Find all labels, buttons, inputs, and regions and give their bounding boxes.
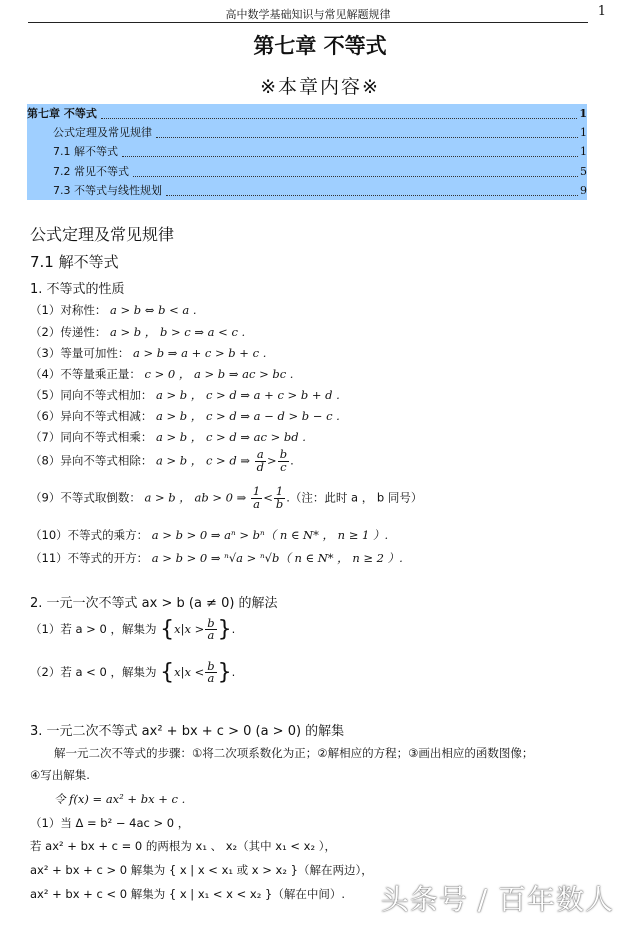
item-math: a > b ⇒ a + c > b + c . bbox=[132, 346, 267, 360]
numerator: a bbox=[256, 447, 264, 461]
toc-item-page: 5 bbox=[580, 164, 587, 178]
toc-item-7-2[interactable] bbox=[27, 162, 587, 181]
item-label: （2）传递性： bbox=[30, 325, 107, 339]
steps-line-1: 解一元二次不等式的步骤：①将二次项系数化为正；②解相应的方程；③画出相应的函数图像； bbox=[54, 746, 534, 760]
discriminant-case: （1）当 Δ = b² − 4ac > 0 ， bbox=[30, 816, 190, 830]
toc-item-label: 第七章 不等式 bbox=[27, 104, 99, 123]
chapter-title: 第七章 不等式 bbox=[253, 34, 387, 58]
set-relation: x < bbox=[184, 665, 205, 679]
property-item bbox=[30, 324, 245, 340]
let-line: 令 f(x) = ax² + bx + c . bbox=[54, 792, 186, 806]
item-math: a > b ， b > c ⇒ a < c . bbox=[109, 325, 246, 339]
operator: < bbox=[263, 490, 273, 505]
case-label: （2）若 a < 0 ，解集为 bbox=[30, 665, 157, 679]
toc-leader bbox=[133, 166, 578, 177]
denominator: c bbox=[280, 459, 287, 474]
case-tail: . bbox=[231, 665, 236, 679]
denominator: a bbox=[207, 628, 215, 642]
left-brace-icon: { bbox=[160, 617, 175, 642]
toc-item-label: 7.3 不等式与线性规划 bbox=[53, 181, 164, 200]
numerator: 1 bbox=[252, 484, 261, 498]
toc-item-label: 7.1 解不等式 bbox=[53, 142, 120, 161]
fraction bbox=[278, 449, 289, 473]
property-item-10 bbox=[30, 527, 388, 543]
sub-heading: 7.1 解不等式 bbox=[30, 253, 119, 271]
item-math: a > b ⇔ b < a . bbox=[109, 303, 197, 317]
toc-item-label: 公式定理及常见规律 bbox=[53, 123, 154, 142]
fraction bbox=[255, 449, 266, 473]
item-label: （9）不等式取倒数： bbox=[30, 490, 141, 505]
page-number: 1 bbox=[597, 4, 606, 19]
numerator: b bbox=[279, 447, 288, 461]
right-brace-icon: } bbox=[217, 617, 232, 642]
denominator: a bbox=[253, 496, 260, 511]
item-tail: . bbox=[290, 453, 294, 468]
item-math: a > b > 0 ⇒ ⁿ√a > ⁿ√b（ n ∈ N* ， n ≥ 2 ）. bbox=[151, 551, 403, 565]
toc-leader bbox=[122, 146, 578, 157]
item-math: a > b > 0 ⇒ aⁿ > bⁿ（ n ∈ N* ， n ≥ 1 ）. bbox=[151, 528, 389, 542]
property-item bbox=[30, 366, 293, 382]
item-math: a > b ， c > d ⇒ ac > bd . bbox=[155, 430, 306, 444]
item-math: a > b ， ab > 0 ⇒ bbox=[144, 490, 247, 505]
property-item bbox=[30, 345, 266, 361]
topic1-title: 1. 不等式的性质 bbox=[30, 282, 125, 297]
toc-leader bbox=[166, 185, 578, 196]
set-variable: x bbox=[174, 665, 181, 679]
denominator: b bbox=[275, 496, 284, 511]
item-math: a > b ， c > d ⇒ bbox=[155, 453, 251, 468]
left-brace-icon: { bbox=[160, 660, 175, 685]
item-label: （4）不等量乘正量： bbox=[30, 367, 141, 381]
item-label: （7）同向不等式相乘： bbox=[30, 430, 153, 444]
toc-leader bbox=[101, 108, 578, 119]
set-variable: x bbox=[174, 622, 181, 636]
item-math: a > b ， c > d ⇒ a + c > b + d . bbox=[155, 388, 340, 402]
item-label: （10）不等式的乘方： bbox=[30, 528, 149, 542]
numerator: b bbox=[207, 615, 215, 630]
fraction bbox=[274, 486, 285, 510]
topic2-title: 2. 一元一次不等式 ax > b (a ≠ 0) 的解法 bbox=[30, 596, 278, 611]
set-relation: x > bbox=[184, 622, 205, 636]
numerator: 1 bbox=[275, 484, 284, 498]
fraction bbox=[251, 486, 262, 510]
roots-line: 若 ax² + bx + c = 0 的两根为 x₁ 、 x₂（其中 x₁ < x₂ ）， bbox=[30, 839, 336, 853]
section-heading: 公式定理及常见规律 bbox=[30, 225, 175, 244]
steps-line-2: ④写出解集. bbox=[30, 768, 90, 782]
fraction bbox=[205, 615, 216, 642]
property-item bbox=[30, 302, 197, 318]
property-item bbox=[30, 429, 306, 445]
toc-item-page: 1 bbox=[580, 145, 587, 159]
toc-item-page: 9 bbox=[580, 183, 587, 197]
toc-item-7-1[interactable] bbox=[27, 142, 587, 161]
denominator: d bbox=[256, 459, 265, 474]
case-tail: . bbox=[231, 622, 236, 636]
fraction bbox=[205, 658, 216, 685]
toc-item-7-3[interactable] bbox=[27, 181, 587, 200]
property-item bbox=[30, 408, 340, 424]
property-item-8 bbox=[30, 449, 294, 473]
toc-item-page: 1 bbox=[580, 126, 587, 140]
toc-heading: ※本章内容※ bbox=[260, 76, 380, 98]
property-item bbox=[30, 387, 340, 403]
item-tail: .（注：此时 a ， b 同号） bbox=[286, 490, 423, 505]
operator: > bbox=[267, 453, 277, 468]
property-item-9 bbox=[30, 486, 422, 510]
table-of-contents bbox=[27, 104, 587, 200]
less-solution-line: ax² + bx + c < 0 解集为 { x | x₁ < x < x₂ }（解在中间）. bbox=[30, 887, 345, 901]
greater-solution-line: ax² + bx + c > 0 解集为 { x | x < x₁ 或 x > x₂ }（解在两边）， bbox=[30, 863, 373, 877]
item-label: （1）对称性： bbox=[30, 303, 107, 317]
case-label: （1）若 a > 0 ，解集为 bbox=[30, 622, 157, 636]
item-label: （3）等量可加性： bbox=[30, 346, 130, 360]
toc-leader bbox=[156, 127, 578, 138]
item-label: （11）不等式的开方： bbox=[30, 551, 149, 565]
right-brace-icon: } bbox=[217, 660, 232, 685]
item-math: c > 0 ， a > b ⇒ ac > bc . bbox=[144, 367, 294, 381]
property-item-11 bbox=[30, 550, 403, 566]
item-label: （5）同向不等式相加： bbox=[30, 388, 153, 402]
header-title: 高中数学基础知识与常见解题规律 bbox=[225, 8, 391, 21]
denominator: a bbox=[207, 671, 215, 685]
linear-case-positive: （1）若 a > 0 ，解集为 {x|x > $\frac{b}{a}$ }. bbox=[30, 615, 236, 642]
page-header bbox=[28, 4, 606, 23]
item-label: （6）异向不等式相减： bbox=[30, 409, 153, 423]
linear-case-negative: （2）若 a < 0 ，解集为 {x|x < $\frac{b}{a}$ }. bbox=[30, 658, 236, 685]
watermark: 头条号 / 百年数人 bbox=[380, 883, 614, 916]
toc-item-label: 7.2 常见不等式 bbox=[53, 162, 131, 181]
toc-item-page: 1 bbox=[579, 107, 587, 121]
numerator: b bbox=[207, 658, 215, 673]
topic3-title: 3. 一元二次不等式 ax² + bx + c > 0 (a > 0) 的解集 bbox=[30, 724, 345, 739]
item-label: （8）异向不等式相除： bbox=[30, 453, 153, 468]
item-math: a > b ， c > d ⇒ a − d > b − c . bbox=[155, 409, 340, 423]
toc-item-chapter[interactable] bbox=[27, 104, 587, 123]
toc-item-formulas[interactable] bbox=[27, 123, 587, 142]
